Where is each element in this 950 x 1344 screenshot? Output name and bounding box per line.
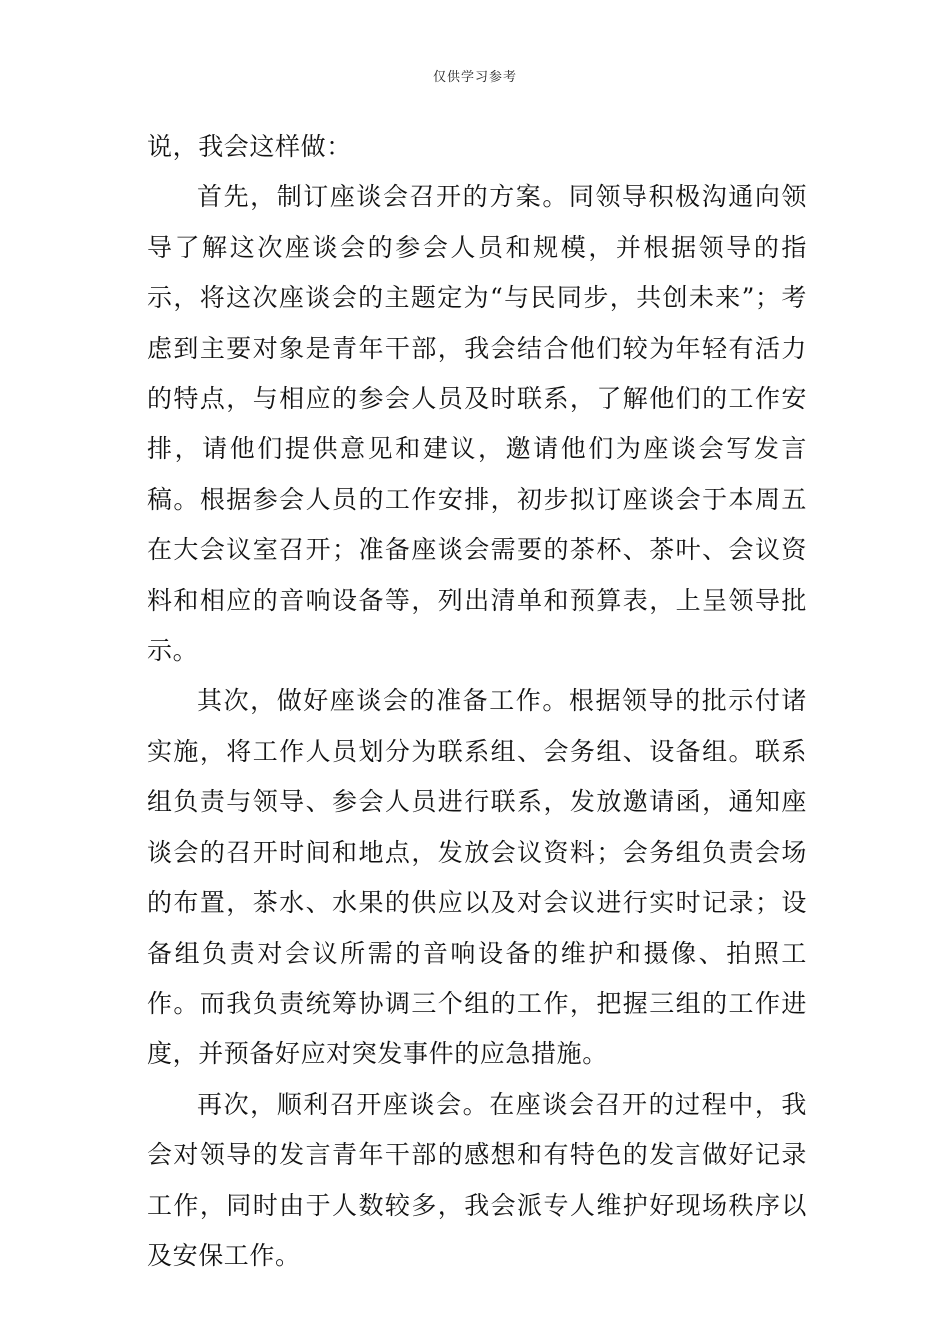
- paragraph-continuation: 说，我会这样做：: [147, 132, 352, 161]
- paragraph-second-step: 其次，做好座谈会的准备工作。根据领导的批示付诸实施，将工作人员划分为联系组、会务组、设备组。联系组负责与领导、参会人员进行联系，发放邀请函，通知座谈会的召开时间和地点，发放会议资料；会务组负责会场的布置，茶水、水果的供应以及对会议进行实时记录；设备组负责对会议所需的音响设备的维护和摄像、拍照工作。而我负责统筹协调三个组的工作，把握三组的工作进度，并预备好应对突发事件的应急措施。: [147, 686, 807, 1069]
- document-body: [147, 122, 807, 1281]
- page-header: 仅供学习参考: [432, 70, 517, 85]
- paragraph-first-step: 首先，制订座谈会召开的方案。同领导积极沟通向领导了解这次座谈会的参会人员和规模，并根据领导的指示，将这次座谈会的主题定为“与民同步，共创未来”；考虑到主要对象是青年干部，我会结合他们较为年轻有活力的特点，与相应的参会人员及时联系，了解他们的工作安排，请他们提供意见和建议，邀请他们为座谈会写发言稿。根据参会人员的工作安排，初步拟订座谈会于本周五在大会议室召开；准备座谈会需要的茶杯、茶叶、会议资料和相应的音响设备等，列出清单和预算表，上呈领导批示。: [147, 182, 807, 666]
- paragraph-third-step: 再次，顺利召开座谈会。在座谈会召开的过程中，我会对领导的发言青年干部的感想和有特色的发言做好记录工作，同时由于人数较多，我会派专人维护好现场秩序以及安保工作。: [147, 1089, 807, 1270]
